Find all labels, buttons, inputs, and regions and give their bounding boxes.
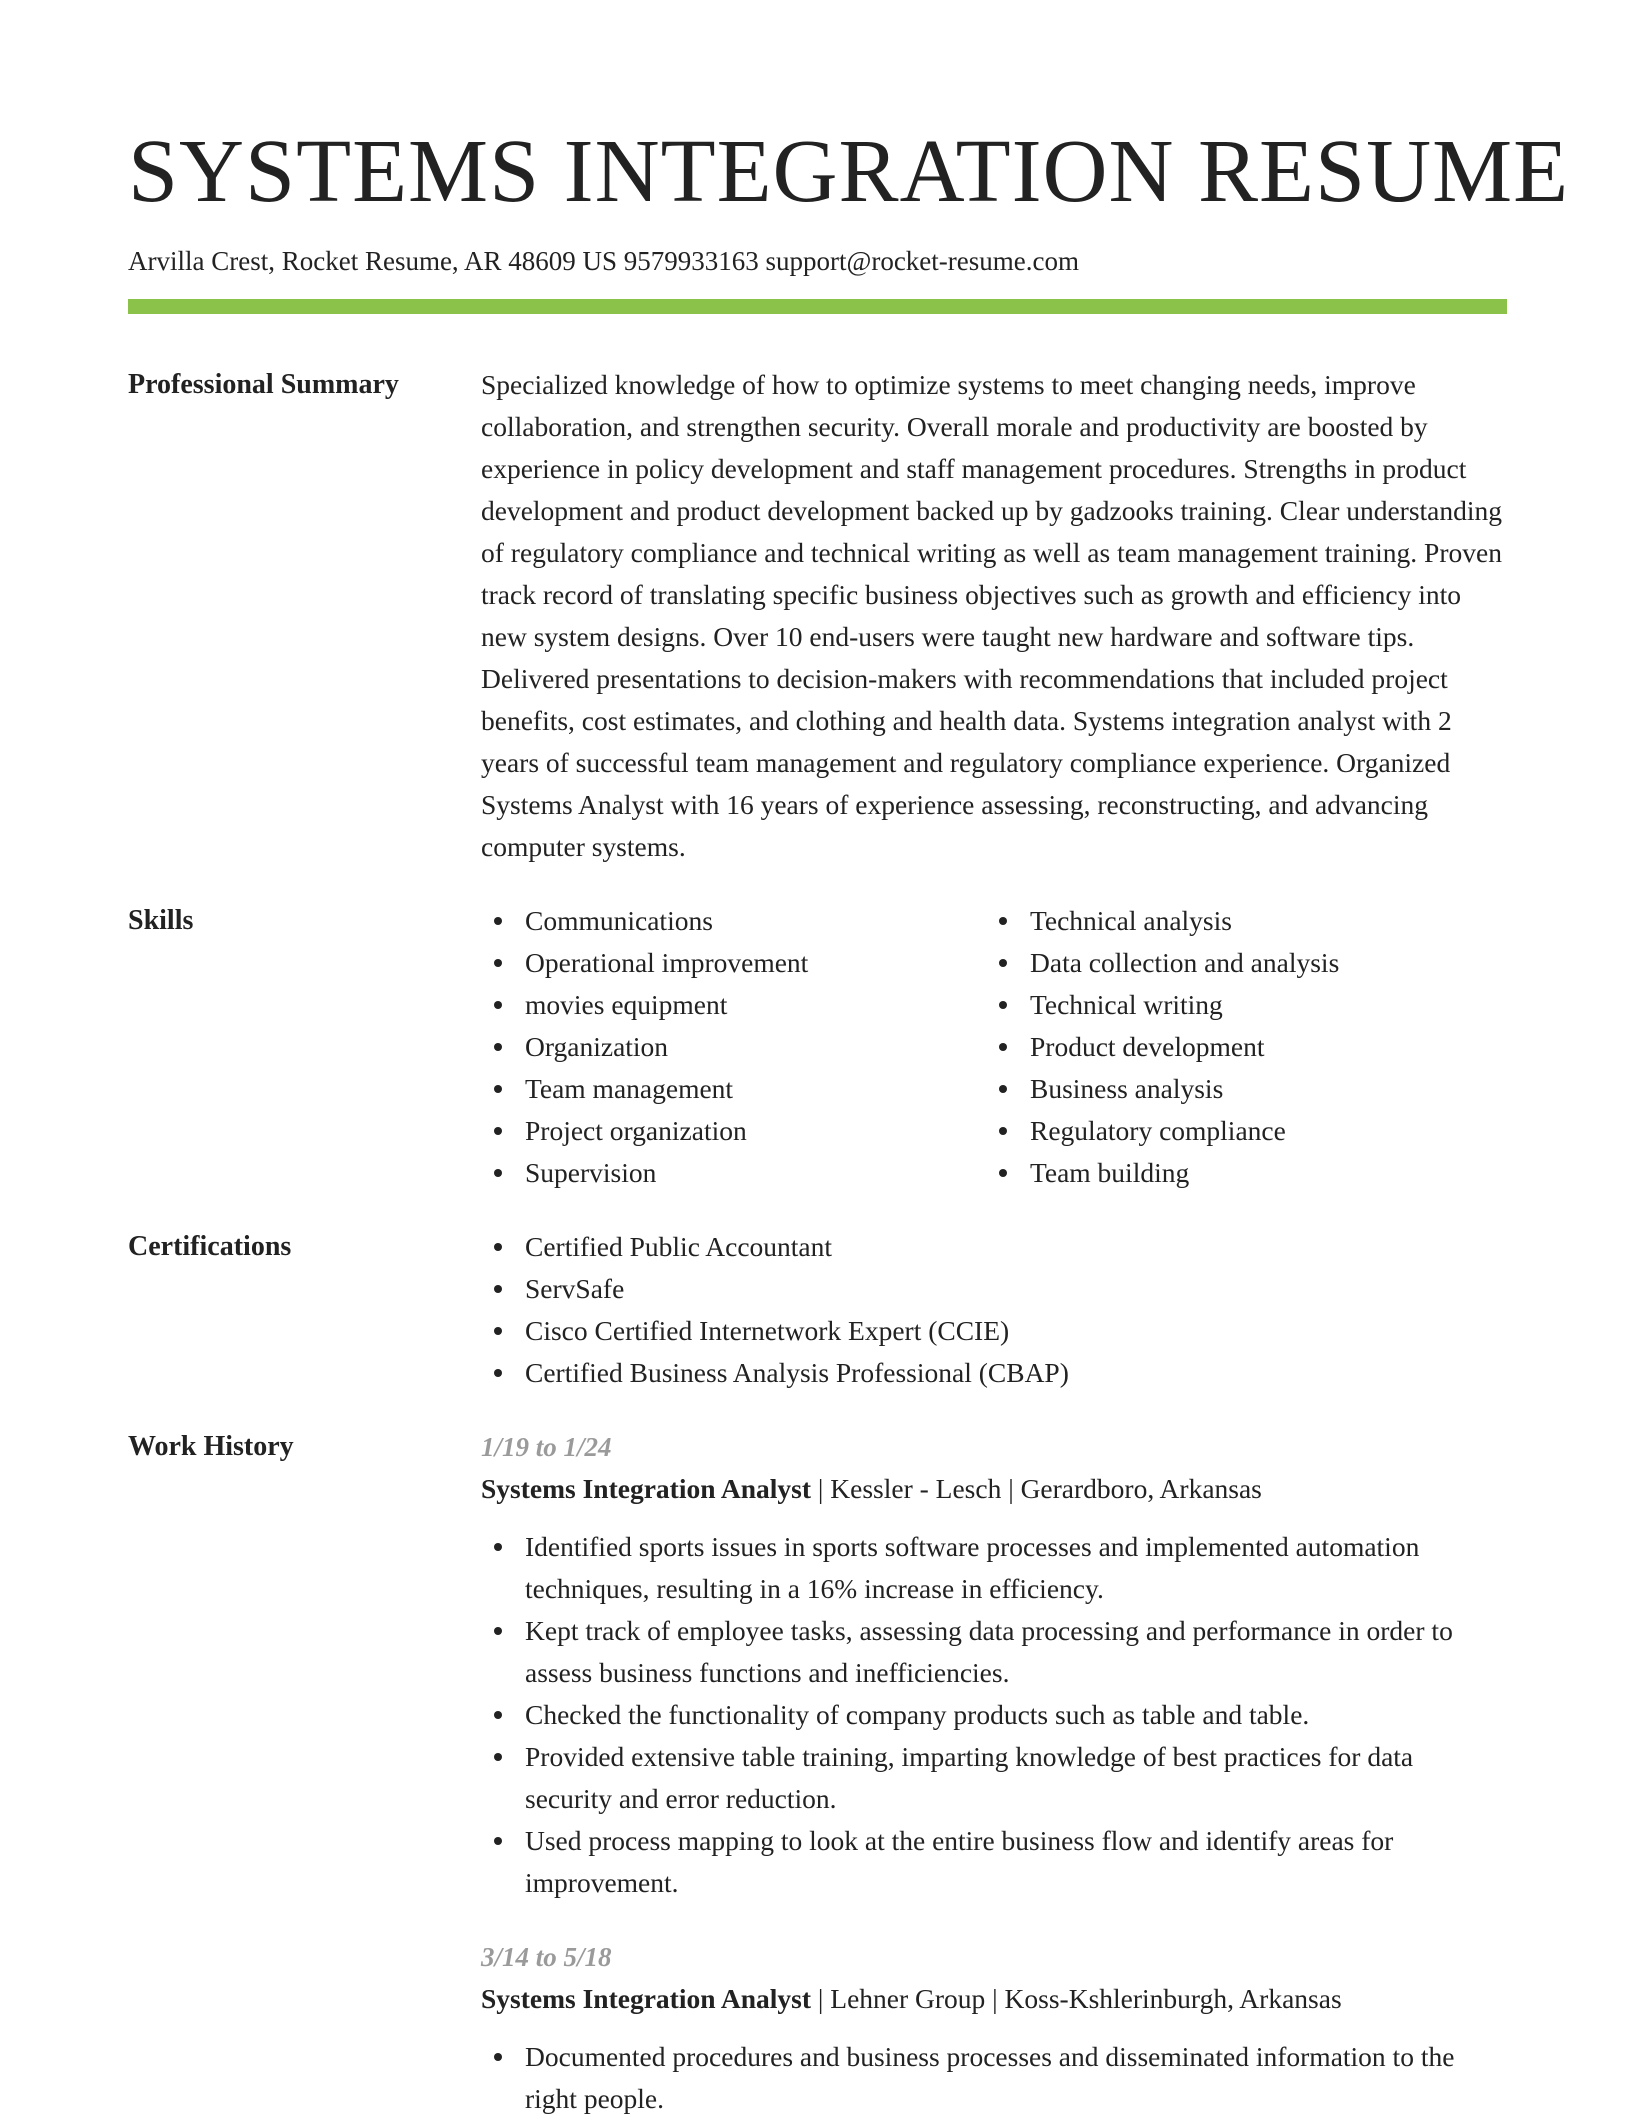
job-bullet: Documented procedures and business processes and disseminated information to the right people. bbox=[481, 2036, 1507, 2120]
job-bullet: Kept track of employee tasks, assessing data processing and performance in order to assess business functions and inefficiencies. bbox=[481, 1610, 1507, 1694]
certification-item: Certified Public Accountant bbox=[481, 1226, 1507, 1268]
job-title: Systems Integration Analyst bbox=[481, 1473, 812, 1504]
job-dates: 1/19 to 1/24 bbox=[481, 1432, 612, 1462]
job-dates: 3/14 to 5/18 bbox=[481, 1942, 612, 1972]
certification-item: ServSafe bbox=[481, 1268, 1507, 1310]
skills-section bbox=[128, 900, 1507, 1194]
skill-item: Project organization bbox=[481, 1110, 986, 1152]
contact-line: Arvilla Crest, Rocket Resume, AR 48609 US 9579933163 support@rocket-resume.com bbox=[128, 246, 1079, 276]
job-bullet: Provided extensive table training, imparting knowledge of best practices for data security and error reduction. bbox=[481, 1736, 1507, 1820]
summary-text: Specialized knowledge of how to optimize systems to meet changing needs, improve collaboration, and strengthen security. Overall morale and productivity are boosted by experience in policy development and staff management procedures. Strengths in product development and product development backed up by gadzooks training. Clear understanding of regulatory compliance and technical writing as well as team management training. Proven track record of translating specific business objectives such as growth and efficiency into new system designs. Over 10 end-users were taught new hardware and software tips. Delivered presentations to decision-makers with recommendations that included project benefits, cost estimates, and clothing and health data. Systems integration analyst with 2 years of successful team management and regulatory compliance experience. Organized Systems Analyst with 16 years of experience assessing, reconstructing, and advancing computer systems. bbox=[481, 369, 1503, 862]
job-bullets bbox=[481, 2036, 1507, 2120]
job-entry bbox=[481, 1426, 1507, 1904]
job-title: Systems Integration Analyst bbox=[481, 1983, 812, 2014]
section-title-certifications: Certifications bbox=[128, 1231, 292, 1262]
section-title-skills: Skills bbox=[128, 905, 194, 936]
job-bullet: Identified sports issues in sports software processes and implemented automation techniques, resulting in a 16% increase in efficiency. bbox=[481, 1526, 1507, 1610]
resume-title: SYSTEMS INTEGRATION RESUME bbox=[128, 122, 1570, 221]
section-title-work-history: Work History bbox=[128, 1431, 294, 1462]
job-header bbox=[481, 1468, 1507, 1510]
skill-item: Technical analysis bbox=[986, 900, 1491, 942]
job-details: | Kessler - Lesch | Gerardboro, Arkansas bbox=[811, 1473, 1262, 1504]
skill-item: Regulatory compliance bbox=[986, 1110, 1491, 1152]
job-details: | Lehner Group | Koss-Kshlerinburgh, Arkansas bbox=[811, 1983, 1342, 2014]
certifications-section bbox=[128, 1226, 1507, 1394]
skill-item: Operational improvement bbox=[481, 942, 986, 984]
skill-item: Communications bbox=[481, 900, 986, 942]
skill-item: Technical writing bbox=[986, 984, 1491, 1026]
work-history-section bbox=[128, 1426, 1507, 2120]
job-bullets bbox=[481, 1526, 1507, 1904]
skill-item: Product development bbox=[986, 1026, 1491, 1068]
job-entry bbox=[481, 1936, 1507, 2120]
certifications-list bbox=[481, 1226, 1507, 1394]
skill-item: movies equipment bbox=[481, 984, 986, 1026]
skills-list-right bbox=[986, 900, 1491, 1194]
skill-item: Organization bbox=[481, 1026, 986, 1068]
job-header bbox=[481, 1978, 1507, 2020]
skill-item: Supervision bbox=[481, 1152, 986, 1194]
skill-item: Team building bbox=[986, 1152, 1491, 1194]
summary-section bbox=[128, 364, 1507, 868]
skill-item: Business analysis bbox=[986, 1068, 1491, 1110]
job-bullet: Checked the functionality of company products such as table and table. bbox=[481, 1694, 1507, 1736]
skills-list-left bbox=[481, 900, 986, 1194]
skill-item: Data collection and analysis bbox=[986, 942, 1491, 984]
skill-item: Team management bbox=[481, 1068, 986, 1110]
job-bullet: Used process mapping to look at the entire business flow and identify areas for improvement. bbox=[481, 1820, 1507, 1904]
header-divider bbox=[128, 299, 1507, 314]
resume-page bbox=[128, 118, 1570, 2120]
certification-item: Cisco Certified Internetwork Expert (CCIE) bbox=[481, 1310, 1507, 1352]
section-title-summary: Professional Summary bbox=[128, 369, 399, 400]
certification-item: Certified Business Analysis Professional (CBAP) bbox=[481, 1352, 1507, 1394]
